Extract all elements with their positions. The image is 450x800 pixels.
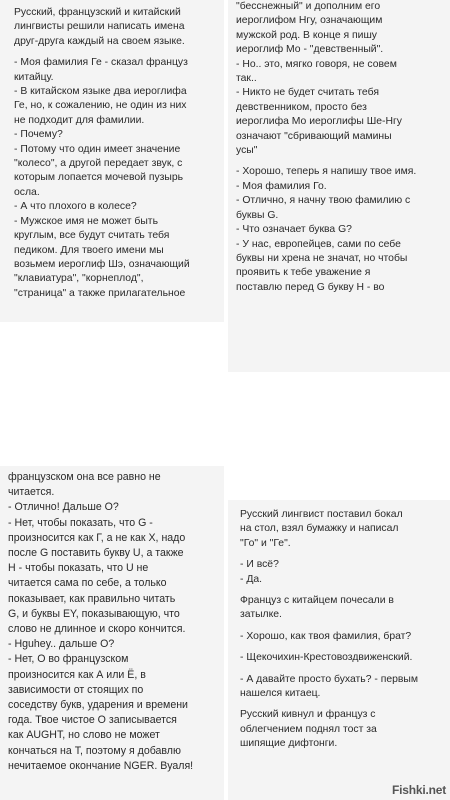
text-line: кончаться на Т, поэтому я добавлю (8, 744, 181, 757)
text-line: иероглифа Мо иероглифы Ше-Нгу (236, 116, 402, 128)
text-line: - Моя фамилия Ге - сказал француз (14, 57, 188, 69)
text-line: - Отлично! Дальше О? (8, 501, 119, 514)
text-line: года. Твое чистое О записывается (8, 714, 177, 727)
text-line: иероглифом Нгу, означающим (236, 15, 383, 27)
text-line: лингвисты решили написать имена (14, 21, 185, 33)
text-line: Русский лингвист поставил бокал (240, 509, 403, 520)
text-line: после G поставить букву U, а также (8, 547, 184, 560)
text-line: - Нет, О во французском (8, 653, 129, 666)
text-line: - У нас, европейцев, сами по себе (236, 238, 401, 250)
text-line: французском она все равно не (8, 471, 161, 483)
text-line: означают "сбривающий мамины (236, 130, 392, 142)
text-line: соседству букв, ударения и времени (8, 699, 188, 712)
text-line: Русский, французский и китайский (14, 7, 181, 18)
text-line: так.. (236, 73, 257, 85)
text-line: как AUGHT, но слово не может (8, 729, 160, 742)
text-line: слово не длинное и скоро кончится. (8, 623, 186, 636)
story-panel-2 (228, 0, 450, 372)
text-line: девственником, просто без (236, 101, 367, 113)
text-line: - Что означает буква G? (236, 224, 352, 236)
text-line: нечитаемое окончание NGER. Вуаля! (8, 759, 194, 772)
text-line: - Отлично, я начну твою фамилию с (236, 195, 411, 207)
text-line: иероглиф Мо - "девственный". (236, 44, 384, 56)
text-line: усы" (236, 145, 258, 157)
text-line: - В китайском языке два иероглифа (14, 86, 187, 98)
text-line: показывает, как правильно читать (8, 592, 176, 605)
text-line: китайцу. (14, 71, 54, 83)
text-line: - Моя фамилия Го. (236, 180, 327, 192)
paragraph-gap (240, 551, 444, 558)
text-line: - Да. (240, 573, 263, 585)
text-line: возьмем иероглиф Шэ, означающий (14, 258, 190, 270)
text-line: - Нет, чтобы показать, что G - (8, 516, 153, 529)
text-line: - И всё? (240, 559, 279, 571)
text-line: мужской род. В конце я пишу (236, 29, 377, 41)
text-line: - Потому что один имеет значение (14, 143, 181, 155)
text-line: проявить к тебе уважение я (236, 267, 371, 279)
text-line: не подходит для фамилии. (14, 114, 145, 126)
text-line: - А что плохого в колесе? (14, 201, 137, 213)
text-line: читается. (8, 486, 55, 499)
text-line: произносится как А или Ё, в (8, 668, 146, 681)
text-line: - Никто не будет считать тебя (236, 87, 379, 99)
text-line: "страница" а также прилагательное (14, 287, 186, 299)
text-line: "колесо", а другой передает звук, с (14, 158, 183, 170)
text-line: которым лопается мочевой пузырь (14, 172, 184, 184)
paragraph-gap (240, 666, 444, 673)
text-line: - Но.. это, мягко говоря, не совем (236, 58, 397, 70)
story-panel-1 (0, 0, 224, 322)
text-line: читается сама по себе, а только (8, 577, 167, 590)
text-line: H - чтобы показать, что U не (8, 562, 149, 575)
paragraph-gap (236, 158, 440, 165)
text-line: произносится как Г, а не как Х, надо (8, 531, 186, 544)
text-line: Русский кивнул и француз с (240, 709, 376, 721)
paragraph-gap (14, 49, 214, 56)
text-line: - Щекочихин-Крестовоздвиженский. (240, 652, 413, 664)
text-line: круглым, все будут считать тебя (14, 230, 170, 242)
text-line: Ге, но, к сожалению, не один из них (14, 100, 187, 112)
text-line: - Хорошо, теперь я напишу твое имя. (236, 166, 417, 178)
text-line: поставлю перед G букву H - во (236, 281, 385, 293)
text-line: "Го" и "Ге". (240, 537, 291, 549)
text-line: - А давайте просто бухать? - первым (240, 673, 419, 685)
text-line: буквы G. (236, 209, 279, 221)
text-line: буквы ни хрена не значат, но чтобы (236, 252, 408, 264)
text-line: Француз с китайцем почесали в (240, 595, 394, 607)
text-line: - Хорошо, как твоя фамилия, брат? (240, 630, 412, 642)
paragraph-gap (240, 701, 444, 708)
text-line: на стол, взял бумажку и написал (240, 523, 399, 535)
text-line: нашелся китаец. (240, 688, 321, 700)
text-line: зависимости от стоящих по (8, 683, 144, 696)
text-line: облегчением поднял тост за (240, 723, 377, 735)
text-line: G, и буквы EY, показывающую, что (8, 607, 180, 620)
story-panel-3 (0, 466, 224, 800)
paragraph-gap (240, 644, 444, 651)
text-line: - Мужское имя не может быть (14, 215, 158, 227)
text-line: "клавиатура", "корнеплод", (14, 273, 144, 285)
paragraph-gap (240, 587, 444, 594)
paragraph-gap (240, 623, 444, 630)
text-line: осла. (14, 186, 40, 198)
text-line: "бесснежный" и дополним его (236, 1, 381, 12)
text-line: затылке. (240, 609, 282, 621)
text-line: педиком. Для твоего имени мы (14, 244, 164, 256)
text-line: друг-друга каждый на своем языке. (14, 35, 185, 47)
text-line: - Почему? (14, 129, 63, 141)
watermark-logo: Fishki.net (391, 783, 446, 797)
story-panel-4 (228, 500, 450, 800)
text-line: шипящие дифтонги. (240, 738, 338, 750)
text-line: - Hguhey.. дальше О? (8, 638, 115, 651)
